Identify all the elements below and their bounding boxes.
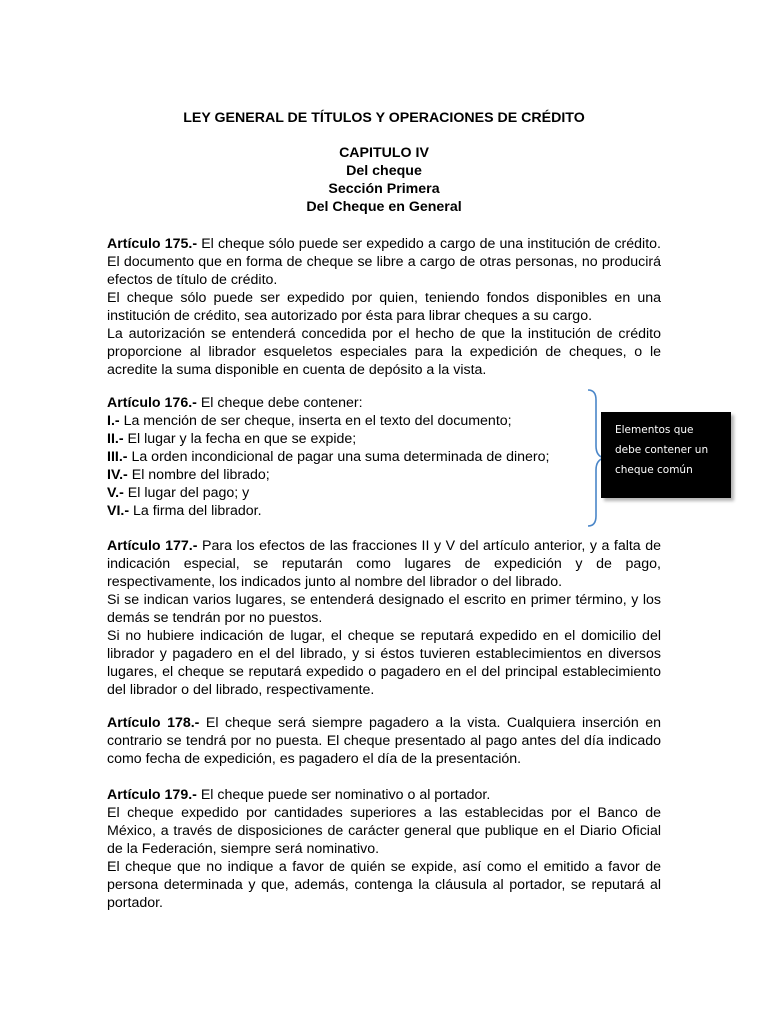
section-number: Sección Primera	[328, 181, 440, 197]
annotation-line: Elementos que	[615, 424, 694, 436]
chapter-subject: Del cheque	[346, 163, 422, 179]
list-item: VI.- La firma del librador.	[107, 503, 262, 519]
article-177	[107, 537, 661, 699]
list-item: V.- El lugar del pago; y	[107, 485, 250, 501]
article-177-label: Artículo 177.-	[107, 538, 198, 554]
article-177-paragraph-2: Si se indican varios lugares, se entenderá designado el escrito en primer término, y los demás se tendrán por no puestos.	[107, 592, 661, 626]
list-item: IV.- El nombre del librado;	[107, 467, 270, 483]
annotation-callout	[601, 412, 731, 498]
article-179-paragraph-3: El cheque que no indique a favor de quién se expide, así como el emitido a favor de persona determinada y que, además, contenga la cláusula al portador, se reputará al portador.	[107, 859, 661, 911]
article-178-paragraph-1	[107, 714, 661, 768]
article-178	[107, 714, 661, 768]
article-178-text: El cheque será siempre pagadero a la vista. Cualquiera inserción en contrario se tendrá por no puesta. El cheque presentado al pago antes del día indicado como fecha de expedición, es pagadero el día de la presentación.	[107, 715, 661, 767]
list-item: II.- El lugar y la fecha en que se expide;	[107, 431, 357, 447]
article-179	[107, 786, 661, 912]
chapter-heading	[0, 144, 768, 216]
article-176-text: El cheque debe contener:	[200, 395, 363, 411]
article-179-text: El cheque puede ser nominativo o al portador.	[200, 787, 491, 803]
article-175-text: El cheque sólo puede ser expedido a cargo de una institución de crédito. El documento que en forma de cheque se libre a cargo de otras personas, no producirá efectos de título de crédito.	[107, 236, 661, 288]
article-176-label: Artículo 176.-	[107, 395, 197, 411]
article-179-paragraph-1	[107, 786, 661, 804]
article-176-intro	[107, 394, 661, 412]
section-title: Del Cheque en General	[306, 199, 462, 215]
article-177-text: Para los efectos de las fracciones II y V del artículo anterior, y a falta de indicación especial, se reputarán como lugares de expedición y de pago, respectivamente, los indicados junto al nombre del librador o del librado.	[107, 538, 661, 590]
article-175-paragraph-3: La autorización se entenderá concedida por el hecho de que la institución de crédito proporcione al librador esqueletos especiales para la expedición de cheques, o le acredite la suma disponible en cuenta de depósito a la vista.	[107, 326, 661, 378]
article-175-paragraph-2: El cheque sólo puede ser expedido por quien, teniendo fondos disponibles en una institución de crédito, sea autorizado por ésta para librar cheques a su cargo.	[107, 290, 661, 324]
chapter-number: CAPITULO IV	[339, 145, 429, 161]
article-176	[107, 394, 661, 520]
article-178-label: Artículo 178.-	[107, 715, 200, 731]
article-177-paragraph-3: Si no hubiere indicación de lugar, el cheque se reputará expedido en el domicilio del librador y pagadero en el del librado, y si éstos tuvieren establecimientos en diversos lugares, el cheque se reputará expedido o pagadero en el del principal establecimiento del librador o del librado, respectivamente.	[107, 628, 661, 698]
article-175	[107, 235, 661, 379]
article-175-label: Artículo 175.-	[107, 236, 198, 252]
document-title: LEY GENERAL DE TÍTULOS Y OPERACIONES DE CRÉDITO	[183, 110, 585, 126]
article-179-paragraph-2: El cheque expedido por cantidades superiores a las establecidas por el Banco de México, a través de disposiciones de carácter general que publique en el Diario Oficial de la Federación, siempre será nominativo.	[107, 805, 661, 857]
article-179-label: Artículo 179.-	[107, 787, 197, 803]
article-177-paragraph-1	[107, 537, 661, 591]
annotation-line: cheque común	[615, 464, 693, 476]
list-item: I.- La mención de ser cheque, inserta en el texto del documento;	[107, 413, 512, 429]
list-item: III.- La orden incondicional de pagar una suma determinada de dinero;	[107, 449, 550, 465]
annotation-line: debe contener un	[615, 444, 709, 456]
article-175-paragraph-1	[107, 235, 661, 289]
